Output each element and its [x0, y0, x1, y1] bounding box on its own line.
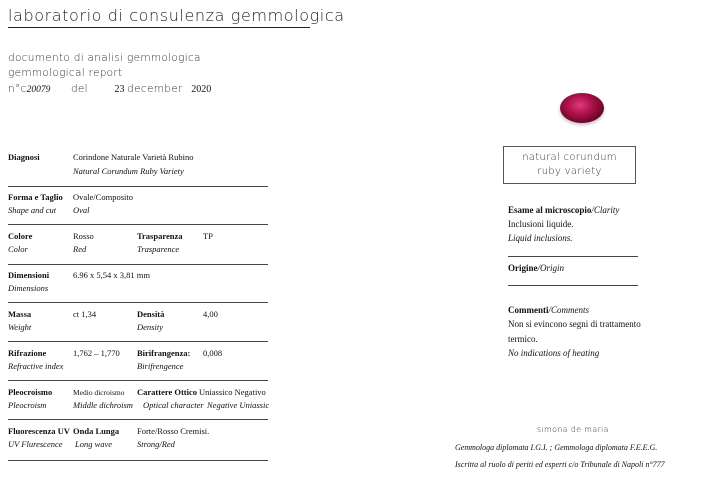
carattere-ottico-value-en: Negative Uniassic [207, 400, 270, 410]
dimensioni-label-en: Dimensions [8, 283, 49, 293]
massa-value: ct 1,34 [73, 309, 97, 319]
divider [8, 460, 268, 461]
rifrazione-label: Rifrazione [8, 348, 47, 358]
origine-label-en: /Origin [537, 263, 565, 273]
doc-subtitle: gemmological report [8, 67, 123, 79]
trasparenza-value: TP [203, 231, 213, 241]
footer-credentials: Gemmologa diplomata I.G.I. ; Gemmologa diplomata F.E.E.G. [455, 443, 658, 452]
pleocroismo-value-en: Middle dichroism [73, 400, 133, 410]
report-year: 2020 [191, 84, 212, 95]
doc-title: documento di analisi gemmologica [8, 52, 201, 64]
densita-label-en: Density [137, 322, 163, 332]
forma-label: Forma e Taglio [8, 192, 63, 202]
birifrangenza-label-en: Birifrengence [137, 361, 184, 371]
variety-line2: ruby variety [537, 166, 602, 177]
carattere-ottico-label-en: Optical character [143, 400, 204, 410]
gemstone-photo [560, 93, 604, 123]
divider [8, 419, 268, 420]
pleocroismo-label-en: Pleocroism [8, 400, 47, 410]
number-prefix: n°c [8, 83, 27, 95]
signature: simona de maria [537, 425, 609, 434]
diagnosi-value: Corindone Naturale Varietà Rubino [73, 152, 194, 162]
dimensioni-label: Dimensioni [8, 270, 50, 280]
fluorescenza-value-en: Strong/Red [137, 439, 175, 449]
commenti-heading [508, 305, 589, 315]
onda-lunga-label: Onda Lunga [73, 426, 120, 436]
divider [8, 186, 268, 187]
massa-label-en: Weight [8, 322, 32, 332]
divider [8, 264, 268, 265]
pleocroismo-label: Pleocroismo [8, 387, 53, 397]
divider [508, 285, 638, 286]
trasparenza-label: Trasparenza [137, 231, 183, 241]
microscopio-label: Esame al microscopio [508, 205, 592, 215]
report-day: 23 [114, 84, 125, 95]
report-number: 20079 [26, 85, 51, 95]
fluorescenza-value: Forte/Rosso Cremisi. [137, 426, 210, 436]
rifrazione-label-en: Refractive index [8, 361, 64, 371]
onda-lunga-label-en: Long wave [75, 439, 113, 449]
commenti-label-en: /Comments [548, 305, 589, 315]
forma-value: Ovale/Composito [73, 192, 133, 202]
colore-value-en: Red [73, 244, 87, 254]
microscopio-value: Inclusioni liquide. [508, 219, 574, 229]
dimensioni-value: 6.96 x 5,54 x 3,81 mm [73, 270, 150, 280]
densita-value: 4,00 [203, 309, 218, 319]
divider [8, 380, 268, 381]
carattere-ottico-value: Uniassico Negativo [199, 387, 266, 397]
colore-value: Rosso [73, 231, 94, 241]
carattere-ottico-label: Carattere Ottico [137, 387, 198, 397]
del-label: del [70, 83, 88, 95]
birifrangenza-value: 0,008 [203, 348, 223, 358]
fluorescenza-label: Fluorescenza UV [8, 426, 70, 436]
diagnosi-label: Diagnosi [8, 152, 40, 162]
divider [8, 224, 268, 225]
colore-label: Colore [8, 231, 33, 241]
report-month: december [127, 83, 183, 95]
title-underline [8, 27, 310, 28]
microscopio-value-en: Liquid inclusions. [508, 233, 573, 243]
trasparenza-label-en: Trasparence [137, 244, 180, 254]
rifrazione-value: 1,762 – 1,770 [73, 348, 120, 358]
divider [508, 256, 638, 257]
microscopio-heading [508, 205, 619, 215]
divider [8, 341, 268, 342]
origine-label: Origine [508, 263, 538, 273]
commenti-value-line2: termico. [508, 334, 538, 344]
lab-title: laboratorio di consulenza gemmologica [8, 6, 345, 25]
massa-label: Massa [8, 309, 32, 319]
forma-label-en: Shape and cut [8, 205, 57, 215]
diagnosi-value-en: Natural Corundum Ruby Variety [73, 166, 184, 176]
origine-heading [508, 263, 564, 273]
variety-box [503, 146, 636, 184]
report-number-line [8, 83, 211, 95]
birifrangenza-label: Birifrangenza: [137, 348, 191, 358]
variety-line1: natural corundum [522, 152, 617, 163]
commenti-label: Commenti [508, 305, 549, 315]
divider [8, 302, 268, 303]
footer-registration: Iscritta al ruolo di periti ed esperti c/o Tribunale di Napoli n°777 [455, 460, 665, 469]
commenti-value-en: No indications of heating [508, 348, 600, 358]
microscopio-label-en: /Clarity [591, 205, 620, 215]
commenti-value-line1: Non si evincono segni di trattamento [508, 319, 641, 329]
densita-label: Densità [137, 309, 165, 319]
pleocroismo-value: Medio dicroismo [73, 388, 125, 397]
colore-label-en: Color [8, 244, 28, 254]
fluorescenza-label-en: UV Flurescence [8, 439, 63, 449]
forma-value-en: Oval [73, 205, 90, 215]
